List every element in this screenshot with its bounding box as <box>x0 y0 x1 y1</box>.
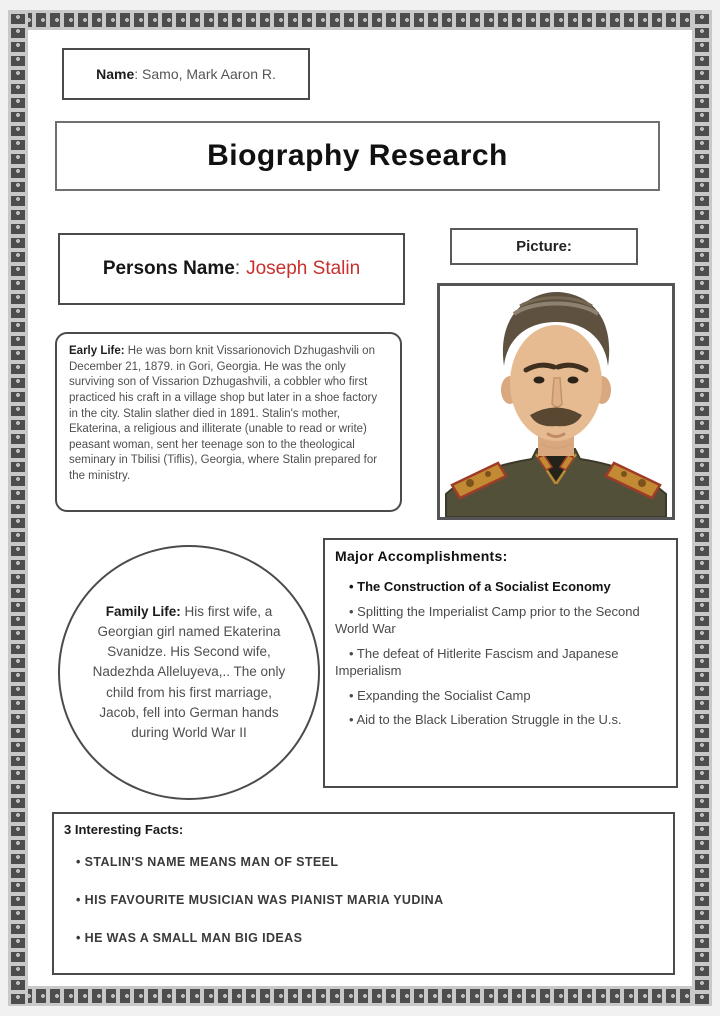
page-title: Biography Research <box>207 139 508 172</box>
name-label: Name <box>96 66 135 82</box>
name-box <box>62 48 310 100</box>
accomplishment-item: • The defeat of Hitlerite Fascism and Japanese Imperialism <box>335 645 619 679</box>
fact-item: • HE WAS A SMALL MAN BIG IDEAS <box>76 931 303 945</box>
persons-name-box <box>58 233 405 305</box>
border-pattern-right <box>692 10 712 1006</box>
name-value: : Samo, Mark Aaron R. <box>134 66 276 82</box>
interesting-facts-box <box>52 812 675 975</box>
interesting-facts-label: 3 Interesting Facts: <box>64 822 184 837</box>
portrait-box <box>437 283 675 520</box>
border-pattern-left <box>8 10 28 1006</box>
persons-name-separator: : <box>234 258 241 279</box>
family-life-text: His first wife, a Georgian girl named Ekaterina Svanidze. His Second wife, Nadezhda Alleluyeva,.. The only child from his first marriage, Jacob, fell into German hands during World War II <box>92 603 286 741</box>
picture-label: Picture: <box>516 238 572 255</box>
accomplishment-item: • Aid to the Black Liberation Struggle in the U.s. <box>349 712 622 728</box>
persons-name-value: Joseph Stalin <box>246 258 361 279</box>
major-accomplishments-list <box>335 578 666 729</box>
fact-item: • HIS FAVOURITE MUSICIAN WAS PIANIST MARIA YUDINA <box>76 893 444 907</box>
border-pattern-bottom <box>8 986 712 1006</box>
family-life-circle <box>58 545 320 800</box>
accomplishment-item: • Splitting the Imperialist Camp prior to the Second World War <box>335 603 640 637</box>
major-accomplishments-label: Major Accomplishments: <box>335 548 508 564</box>
early-life-box <box>55 332 402 512</box>
accomplishment-item: • Expanding the Socialist Camp <box>349 687 531 703</box>
accomplishment-item: • The Construction of a Socialist Economy <box>349 579 611 594</box>
title-box <box>55 121 660 191</box>
persons-name-label: Persons Name <box>102 258 235 279</box>
picture-label-box <box>450 228 638 265</box>
early-life-label: Early Life: <box>69 345 125 357</box>
border-pattern-top <box>8 10 712 30</box>
interesting-facts-list <box>64 855 663 945</box>
family-life-label: Family Life: <box>105 603 181 619</box>
early-life-text: He was born knit Vissarionovich Dzhugashvili on December 21, 1879. in Gori, Georgia. He was the only surviving son of Vissarion Dzhugashvili, a cobbler who first practiced his craft in a village shop but later in a shoe factory in the city. Stalin slather died in 1891. Stalin's mother, Ekaterina, a religious and illiterate (unable to read or write) peasant woman, sent her teenage son to the theological seminary in Tbilisi (Tiflis), Georgia, where Stalin prepared for the ministry. <box>69 345 378 482</box>
stalin-portrait-image <box>440 286 672 517</box>
major-accomplishments-box <box>323 538 678 788</box>
fact-item: • STALIN'S NAME MEANS MAN OF STEEL <box>76 855 339 869</box>
